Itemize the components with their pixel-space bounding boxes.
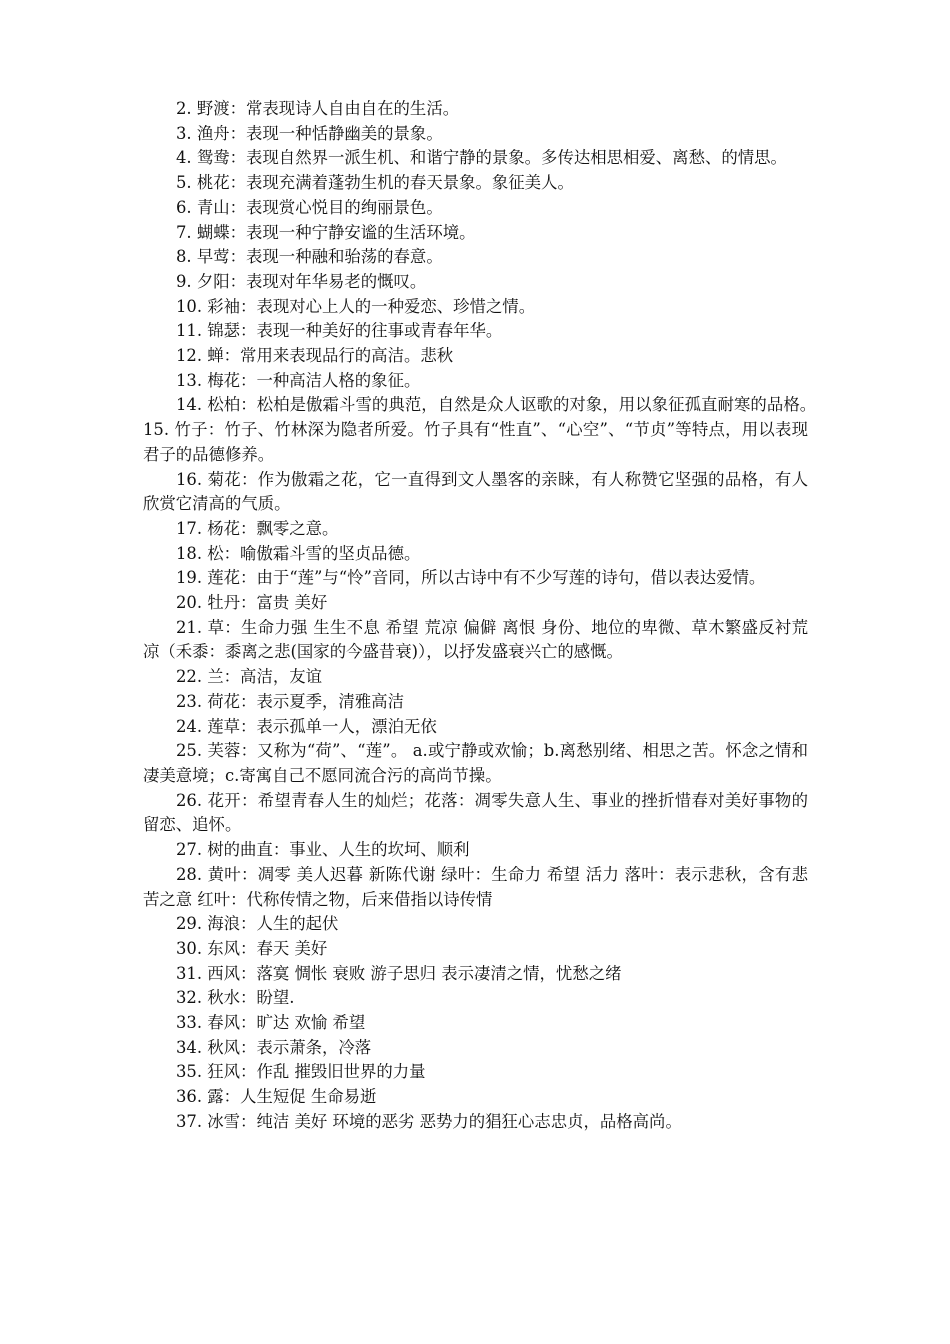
list-item: 14. 松柏：松柏是傲霜斗雪的典范，自然是众人讴歌的对象，用以象征孤直耐寒的品格。 15. 竹子：竹子、竹林深为隐者所爱。竹子具有“性直”、“心空”、“节贞”等特点，用以表现君子的品德修养。 [143,395,825,464]
list-item: 13. 梅花：一种高洁人格的象征。 [176,370,421,390]
list-item: 8. 早莺：表现一种融和骀荡的春意。 [176,247,443,267]
list-item: 2. 野渡：常表现诗人自由自在的生活。 [176,99,460,118]
list-item: 4. 鸳鸯：表现自然界一派生机、和谐宁静的景象。多传达相思相爱、离愁、的情思。 [176,148,787,168]
list-item: 17. 杨花：飘零之意。 [176,518,339,538]
list-item: 6. 青山：表现赏心悦目的绚丽景色。 [176,197,443,217]
list-item: 32. 秋水：盼望. [176,988,295,1008]
list-item: 31. 西风：落寞 惆怅 衰败 游子思归 表示凄清之情，忧愁之绪 [176,963,622,983]
list-item: 33. 春风：旷达 欢愉 希望 [176,1013,366,1033]
list-item: 36. 露：人生短促 生命易逝 [176,1087,377,1107]
list-item: 20. 牡丹：富贵 美好 [176,593,328,613]
list-item: 5. 桃花：表现充满着蓬勃生机的春天景象。象征美人。 [176,173,574,193]
list-item: 10. 彩袖：表现对心上人的一种爱恋、珍惜之情。 [176,296,536,316]
list-item: 24. 莲草：表示孤单一人，漂泊无依 [176,716,437,736]
list-item: 19. 莲花：由于“莲”与“怜”音同，所以古诗中有不少写莲的诗句，借以表达爱情。 [176,568,766,588]
list-item: 9. 夕阳：表现对年华易老的慨叹。 [176,271,427,291]
list-item: 21. 草：生命力强 生生不息 希望 荒凉 偏僻 离恨 身份、地位的卑微、草木繁盛反衬荒凉（禾黍：黍离之悲(国家的今盛昔衰)），以抒发盛衰兴亡的感慨。 [143,617,808,662]
list-item: 7. 蝴蝶：表现一种宁静安谧的生活环境。 [176,222,476,242]
list-item: 22. 兰：高洁，友谊 [176,667,323,687]
list-item: 25. 芙蓉：又称为“荷”、“莲”。 a.或宁静或欢愉；b.离愁别绪、相思之苦。怀念之情和凄美意境；c.寄寓自己不愿同流合污的高尚节操。 [143,741,808,785]
list-item: 12. 蝉：常用来表现品行的高洁。悲秋 [176,346,454,366]
list-item: 16. 菊花：作为傲霜之花，它一直得到文人墨客的亲睐，有人称赞它坚强的品格，有人欣赏它清高的气质。 [143,469,808,514]
list-item: 30. 东风：春天 美好 [176,938,328,958]
list-item: 23. 荷花：表示夏季，清雅高洁 [176,691,404,711]
list-item: 26. 花开：希望青春人生的灿烂；花落：凋零失意人生、事业的挫折惜春对美好事物的留恋、追怀。 [143,790,808,835]
list-item: 18. 松：喻傲霜斗雪的坚贞品德。 [176,543,421,563]
list-item: 3. 渔舟：表现一种恬静幽美的景象。 [176,123,443,143]
document-body [143,97,825,1135]
list-item: 28. 黄叶：凋零 美人迟暮 新陈代谢 绿叶：生命力 希望 活力 落叶：表示悲秋，含有悲苦之意 红叶：代称传情之物，后来借指以诗传情 [143,864,808,909]
list-item: 34. 秋风：表示萧条，冷落 [176,1037,372,1057]
list-item: 11. 锦瑟：表现一种美好的往事或青春年华。 [176,321,503,341]
list-item: 37. 冰雪：纯洁 美好 环境的恶劣 恶势力的猖狂心志忠贞，品格高尚。 [176,1111,682,1131]
list-item: 27. 树的曲直：事业、人生的坎坷、顺利 [176,840,470,860]
list-item: 29. 海浪：人生的起伏 [176,914,339,934]
list-item: 35. 狂风：作乱 摧毁旧世界的力量 [176,1062,426,1082]
